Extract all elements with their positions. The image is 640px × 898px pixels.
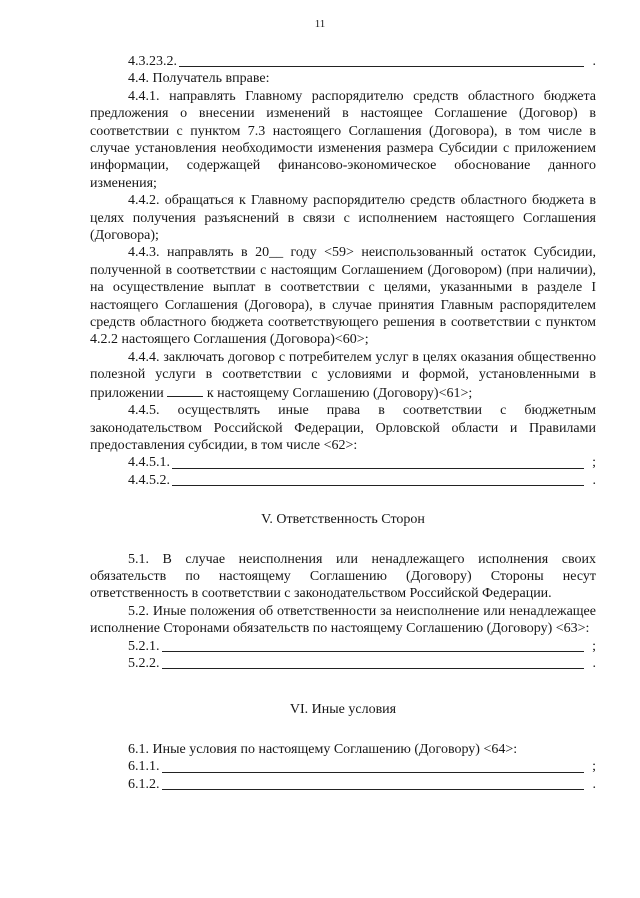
clause-5-2: 5.2. Иные положения об ответственности за неисполнение или ненадлежащее исполнение Сторонами обязательств по настоящему Соглашению (Договору) <63>: [90,603,596,637]
fill-in-line [179,53,584,67]
clause-4-4: 4.4. Получатель вправе: [128,71,270,87]
section-5-title: V. Ответственность Сторон [261,512,425,528]
page-number: 11 [314,18,326,30]
clause-4-4-5-1: 4.4.5.1. ; [128,455,596,471]
fill-in-line [172,472,584,486]
clause-4-4-1: 4.4.1. направлять Главному распорядителю средств областного бюджета предложения о внесении изменений в настоящее Соглашение (Договор) в соответствии с пунктом 7.3 настоящего Соглашения (Договора), в том числе в случае установления необходимости изменения размера Субсидии с приложением информации, содержащей финансово-экономическое обоснование данного изменения; [90,88,596,191]
clause-4-4-5-2: 4.4.5.2. . [128,472,596,488]
fill-in-line [162,638,585,652]
clause-4-4-4: 4.4.4. заключать договор с потребителем услуг в целях оказания общественно полезной услуги в соответствии с условиями и формой, установленными в приложении к настоящему Соглашению (Договору)<61>; [90,349,596,401]
fill-in-line [162,759,585,773]
inline-fill-in-line [167,384,203,397]
clause-4-3-23-2: 4.3.23.2. . [128,53,596,69]
fill-in-line [162,776,585,790]
clause-6-1: 6.1. Иные условия по настоящему Соглашению (Договору) <64>: [128,741,518,757]
section-6-title: VI. Иные условия [289,702,397,718]
clause-5-2-1: 5.2.1. ; [128,638,596,654]
fill-in-line [162,655,585,669]
clause-4-4-2: 4.4.2. обращаться к Главному распорядителю средств областного бюджета в целях получения разъяснений в связи с исполнением настоящего Соглашения (Договора); [90,193,596,244]
document-body [90,53,596,793]
clause-5-2-2: 5.2.2. . [128,655,596,671]
clause-5-1: 5.1. В случае неисполнения или ненадлежащего исполнения своих обязательств по настоящему Соглашению (Договору) Стороны несут ответственность в соответствии с законодательством Российской Федерации. [90,551,596,602]
fill-in-line [172,455,584,469]
clause-6-1-1: 6.1.1. ; [128,759,596,775]
clause-4-4-5: 4.4.5. осуществлять иные права в соответствии с бюджетным законодательством Российской Федерации, Орловской области и Правилами предоставления субсидии, в том числе <62>: [90,403,596,453]
clause-4-4-3: 4.4.3. направлять в 20__ году <59> неиспользованный остаток Субсидии, полученной в соответствии с настоящим Соглашением (Договором) (при наличии), на осуществление выплат в соответствии с целями, указанными в разделе I настоящего Соглашения (Договора), в случае принятия Главным распорядителем средств областного бюджета соответствующего решения в соответствии с пунктом 4.2.2 настоящего Соглашения (Договора)<60>; [90,245,596,348]
clause-6-1-2: 6.1.2. . [128,776,596,792]
